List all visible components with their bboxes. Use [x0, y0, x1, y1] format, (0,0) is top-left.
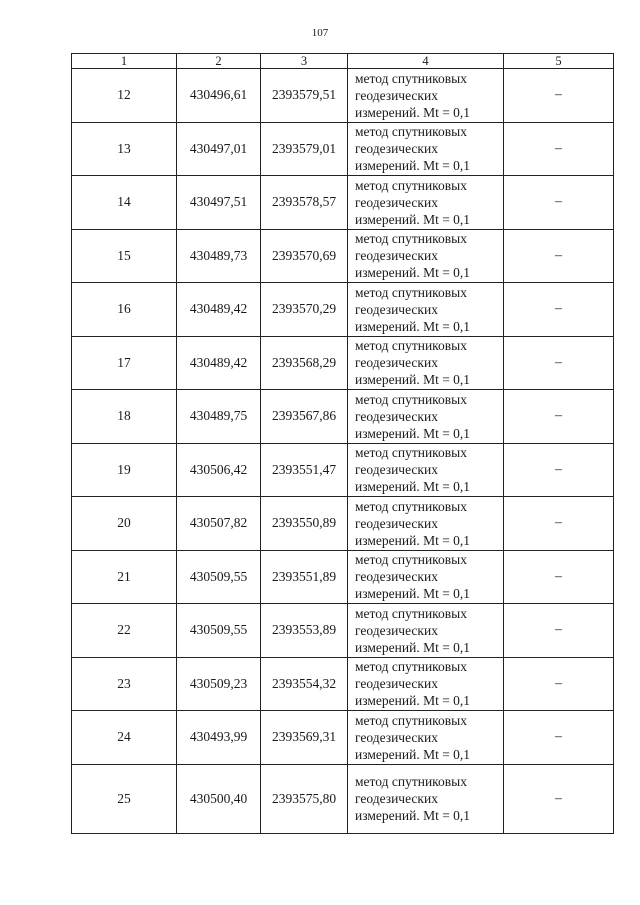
note-cell: –	[504, 283, 614, 337]
note-cell: –	[504, 176, 614, 230]
method-line: метод спутниковых	[355, 659, 467, 675]
point-number-cell: 22	[72, 604, 177, 658]
method-line: метод спутниковых	[355, 284, 467, 300]
x-coordinate-cell: 430489,42	[177, 336, 261, 390]
coordinates-table	[71, 53, 614, 834]
note-cell: –	[504, 229, 614, 283]
point-number-cell: 20	[72, 497, 177, 551]
method-line: измерений. Mt = 0,1	[355, 746, 471, 762]
y-coordinate-cell: 2393579,51	[261, 69, 348, 123]
point-number-cell: 25	[72, 764, 177, 833]
table-row	[72, 390, 614, 444]
method-line: метод спутниковых	[355, 445, 467, 461]
method-cell	[348, 550, 504, 604]
method-line: геодезических	[355, 676, 438, 692]
method-line: метод спутниковых	[355, 231, 467, 247]
y-coordinate-cell: 2393554,32	[261, 657, 348, 711]
method-line: метод спутниковых	[355, 391, 467, 407]
method-line: метод спутниковых	[355, 338, 467, 354]
method-cell	[348, 176, 504, 230]
note-cell: –	[504, 497, 614, 551]
method-line: измерений. Mt = 0,1	[355, 586, 471, 602]
table-row	[72, 176, 614, 230]
method-line: метод спутниковых	[355, 124, 467, 140]
method-line: измерений. Mt = 0,1	[355, 693, 471, 709]
table-header-row	[72, 54, 614, 69]
method-line: метод спутниковых	[355, 774, 467, 789]
point-number-cell: 19	[72, 443, 177, 497]
method-line: геодезических	[355, 355, 438, 371]
method-line: геодезических	[355, 141, 438, 157]
method-line: геодезических	[355, 729, 438, 745]
x-coordinate-cell: 430506,42	[177, 443, 261, 497]
x-coordinate-cell: 430497,51	[177, 176, 261, 230]
method-cell	[348, 764, 504, 833]
table-row	[72, 497, 614, 551]
note-cell: –	[504, 69, 614, 123]
column-header: 1	[72, 54, 177, 69]
method-cell	[348, 390, 504, 444]
x-coordinate-cell: 430493,99	[177, 711, 261, 765]
x-coordinate-cell: 430496,61	[177, 69, 261, 123]
note-cell: –	[504, 390, 614, 444]
page-number: 107	[311, 27, 329, 39]
note-cell: –	[504, 336, 614, 390]
table-row	[72, 657, 614, 711]
method-line: измерений. Mt = 0,1	[355, 372, 471, 388]
note-cell: –	[504, 764, 614, 833]
method-line: измерений. Mt = 0,1	[355, 532, 471, 548]
point-number-cell: 21	[72, 550, 177, 604]
x-coordinate-cell: 430509,23	[177, 657, 261, 711]
table-row	[72, 764, 614, 833]
table-row	[72, 550, 614, 604]
x-coordinate-cell: 430507,82	[177, 497, 261, 551]
table-row	[72, 711, 614, 765]
column-header: 4	[348, 54, 504, 69]
x-coordinate-cell: 430489,75	[177, 390, 261, 444]
method-line: измерений. Mt = 0,1	[355, 265, 471, 281]
y-coordinate-cell: 2393575,80	[261, 764, 348, 833]
method-line: геодезических	[355, 87, 438, 103]
point-number-cell: 14	[72, 176, 177, 230]
method-cell	[348, 69, 504, 123]
table-body	[72, 69, 614, 834]
y-coordinate-cell: 2393569,31	[261, 711, 348, 765]
method-line: измерений. Mt = 0,1	[355, 808, 471, 823]
method-line: измерений. Mt = 0,1	[355, 104, 471, 120]
method-line: измерений. Mt = 0,1	[355, 158, 471, 174]
column-header: 2	[177, 54, 261, 69]
table-row	[72, 69, 614, 123]
y-coordinate-cell: 2393579,01	[261, 122, 348, 176]
method-cell	[348, 229, 504, 283]
y-coordinate-cell: 2393553,89	[261, 604, 348, 658]
method-line: метод спутниковых	[355, 70, 467, 86]
method-line: геодезических	[355, 194, 438, 210]
note-cell: –	[504, 657, 614, 711]
note-cell: –	[504, 550, 614, 604]
method-line: геодезических	[355, 791, 438, 806]
method-cell	[348, 604, 504, 658]
note-cell: –	[504, 711, 614, 765]
note-cell: –	[504, 122, 614, 176]
method-line: метод спутниковых	[355, 498, 467, 514]
point-number-cell: 23	[72, 657, 177, 711]
table-row	[72, 122, 614, 176]
method-line: метод спутниковых	[355, 552, 467, 568]
method-cell	[348, 443, 504, 497]
point-number-cell: 24	[72, 711, 177, 765]
method-cell	[348, 657, 504, 711]
point-number-cell: 18	[72, 390, 177, 444]
point-number-cell: 17	[72, 336, 177, 390]
note-cell: –	[504, 443, 614, 497]
x-coordinate-cell: 430500,40	[177, 764, 261, 833]
column-header: 3	[261, 54, 348, 69]
method-cell	[348, 336, 504, 390]
point-number-cell: 15	[72, 229, 177, 283]
method-line: измерений. Mt = 0,1	[355, 639, 471, 655]
method-line: геодезических	[355, 462, 438, 478]
method-line: геодезических	[355, 408, 438, 424]
method-line: метод спутниковых	[355, 177, 467, 193]
x-coordinate-cell: 430497,01	[177, 122, 261, 176]
x-coordinate-cell: 430509,55	[177, 550, 261, 604]
x-coordinate-cell: 430489,42	[177, 283, 261, 337]
method-cell	[348, 497, 504, 551]
table-row	[72, 229, 614, 283]
method-line: геодезических	[355, 515, 438, 531]
method-line: геодезических	[355, 622, 438, 638]
point-number-cell: 13	[72, 122, 177, 176]
method-line: метод спутниковых	[355, 712, 467, 728]
method-line: геодезических	[355, 301, 438, 317]
y-coordinate-cell: 2393567,86	[261, 390, 348, 444]
y-coordinate-cell: 2393570,29	[261, 283, 348, 337]
method-cell	[348, 711, 504, 765]
table-row	[72, 336, 614, 390]
method-cell	[348, 283, 504, 337]
column-header: 5	[504, 54, 614, 69]
point-number-cell: 16	[72, 283, 177, 337]
method-line: измерений. Mt = 0,1	[355, 479, 471, 495]
y-coordinate-cell: 2393570,69	[261, 229, 348, 283]
table-row	[72, 283, 614, 337]
method-line: измерений. Mt = 0,1	[355, 425, 471, 441]
method-line: метод спутниковых	[355, 605, 467, 621]
method-line: измерений. Mt = 0,1	[355, 211, 471, 227]
method-line: измерений. Mt = 0,1	[355, 318, 471, 334]
x-coordinate-cell: 430509,55	[177, 604, 261, 658]
method-line: геодезических	[355, 569, 438, 585]
method-cell	[348, 122, 504, 176]
x-coordinate-cell: 430489,73	[177, 229, 261, 283]
table-row	[72, 443, 614, 497]
note-cell: –	[504, 604, 614, 658]
y-coordinate-cell: 2393551,89	[261, 550, 348, 604]
y-coordinate-cell: 2393568,29	[261, 336, 348, 390]
table-row	[72, 604, 614, 658]
point-number-cell: 12	[72, 69, 177, 123]
y-coordinate-cell: 2393551,47	[261, 443, 348, 497]
y-coordinate-cell: 2393550,89	[261, 497, 348, 551]
y-coordinate-cell: 2393578,57	[261, 176, 348, 230]
method-line: геодезических	[355, 248, 438, 264]
